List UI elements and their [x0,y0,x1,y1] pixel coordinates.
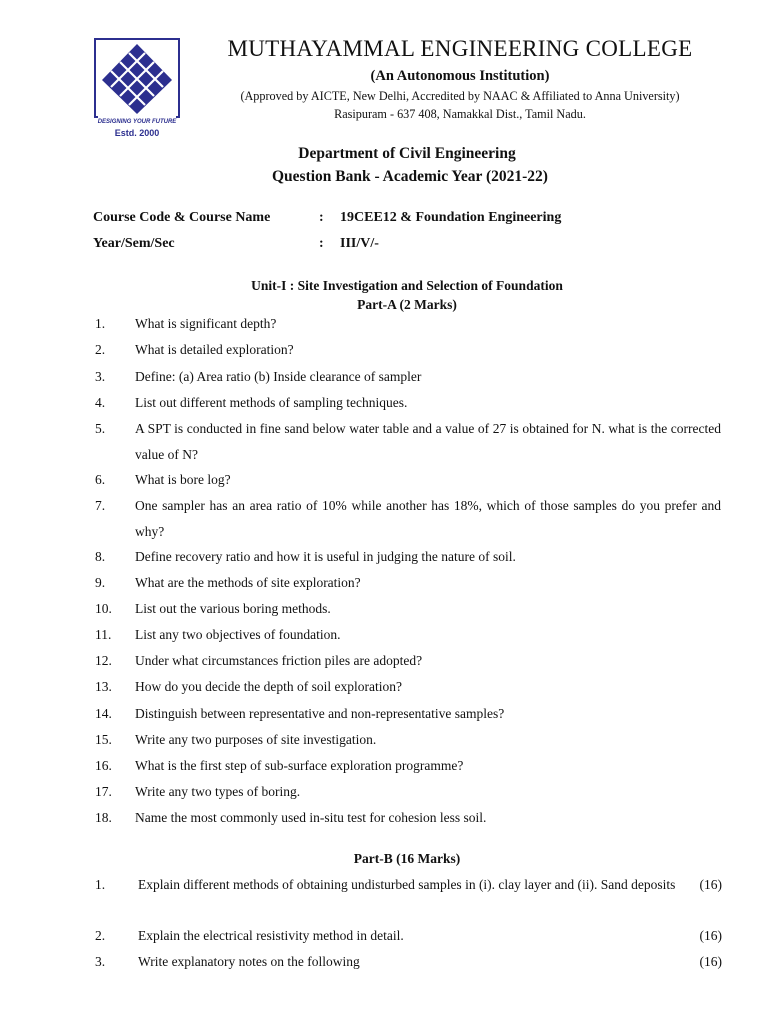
question-text: What is detailed exploration? [135,342,294,357]
approval-line: (Approved by AICTE, New Delhi, Accredited by NAAC & Affiliated to Anna University) [240,89,680,103]
question-number: 1. [95,877,106,892]
question-text: Explain the electrical resistivity method in detail. [138,928,404,943]
part-a-title: Part-A (2 Marks) [357,297,457,312]
question-number: 9. [95,575,106,590]
question-text: Under what circumstances friction piles are adopted? [135,653,423,668]
question-number: 17. [95,784,112,799]
question-number: 12. [95,653,112,668]
info-value: III/V/- [340,236,379,251]
question-text: What is significant depth? [135,316,277,331]
question-number: 4. [95,395,106,410]
question-marks: (16) [699,928,722,943]
institution-status: (An Autonomous Institution) [370,68,550,84]
question-text: Distinguish between representative and non-representative samples? [135,706,505,721]
unit-title: Unit-I : Site Investigation and Selection of Foundation [251,278,563,293]
info-colon: : [319,210,324,225]
question-text: How do you decide the depth of soil exploration? [135,679,402,694]
question-number: 10. [95,601,112,616]
question-marks: (16) [699,877,722,892]
part-b-title: Part-B (16 Marks) [353,851,461,866]
question-text: What are the methods of site exploration? [135,575,361,590]
question-number: 14. [95,706,112,721]
question-text: Define: (a) Area ratio (b) Inside clearance of sampler [135,369,422,384]
question-number: 3. [95,954,106,969]
question-text: A SPT is conducted in fine sand below water table and a value of 27 is obtained for N. what is the corrected value of N? [135,421,721,462]
info-label: Course Code & Course Name [93,210,271,225]
question-text: Name the most commonly used in-situ test for cohesion less soil. [135,810,487,825]
college-logo [94,38,180,140]
question-number: 2. [95,928,106,943]
question-number: 7. [95,498,106,513]
question-bank-title: Question Bank - Academic Year (2021-22) [272,168,548,185]
question-number: 2. [95,342,106,357]
college-address: Rasipuram - 637 408, Namakkal Dist., Tamil Nadu. [334,107,586,121]
question-number: 18. [95,810,112,825]
info-label: Year/Sem/Sec [93,236,175,251]
department-title: Department of Civil Engineering [298,145,516,162]
question-number: 5. [95,421,106,436]
question-text: List out different methods of sampling techniques. [135,395,408,410]
question-number: 3. [95,369,106,384]
question-text: Define recovery ratio and how it is useful in judging the nature of soil. [135,549,516,564]
question-text: Write any two purposes of site investigation. [135,732,377,747]
question-number: 8. [95,549,106,564]
question-number: 15. [95,732,112,747]
question-text: Explain different methods of obtaining undisturbed samples in (i). clay layer and (ii). Sand deposits [138,877,676,892]
question-text: One sampler has an area ratio of 10% while another has 18%, which of those samples do you prefer and why? [135,498,721,539]
question-text: List any two objectives of foundation. [135,627,341,642]
question-text: Write explanatory notes on the following [138,954,360,969]
question-text: List out the various boring methods. [135,601,331,616]
question-text: Write any two types of boring. [135,784,301,799]
question-number: 1. [95,316,106,331]
college-name: MUTHAYAMMAL ENGINEERING COLLEGE [227,36,693,61]
info-value: 19CEE12 & Foundation Engineering [340,210,562,225]
question-number: 16. [95,758,112,773]
logo-tagline: DESIGNING YOUR FUTURE [97,119,177,125]
logo-estd: Estd. 2000 [114,128,160,138]
question-text: What is the first step of sub-surface exploration programme? [135,758,464,773]
question-text: What is bore log? [135,472,231,487]
info-colon: : [319,236,324,251]
question-marks: (16) [699,954,722,969]
question-number: 11. [95,627,112,642]
question-number: 6. [95,472,106,487]
question-number: 13. [95,679,112,694]
